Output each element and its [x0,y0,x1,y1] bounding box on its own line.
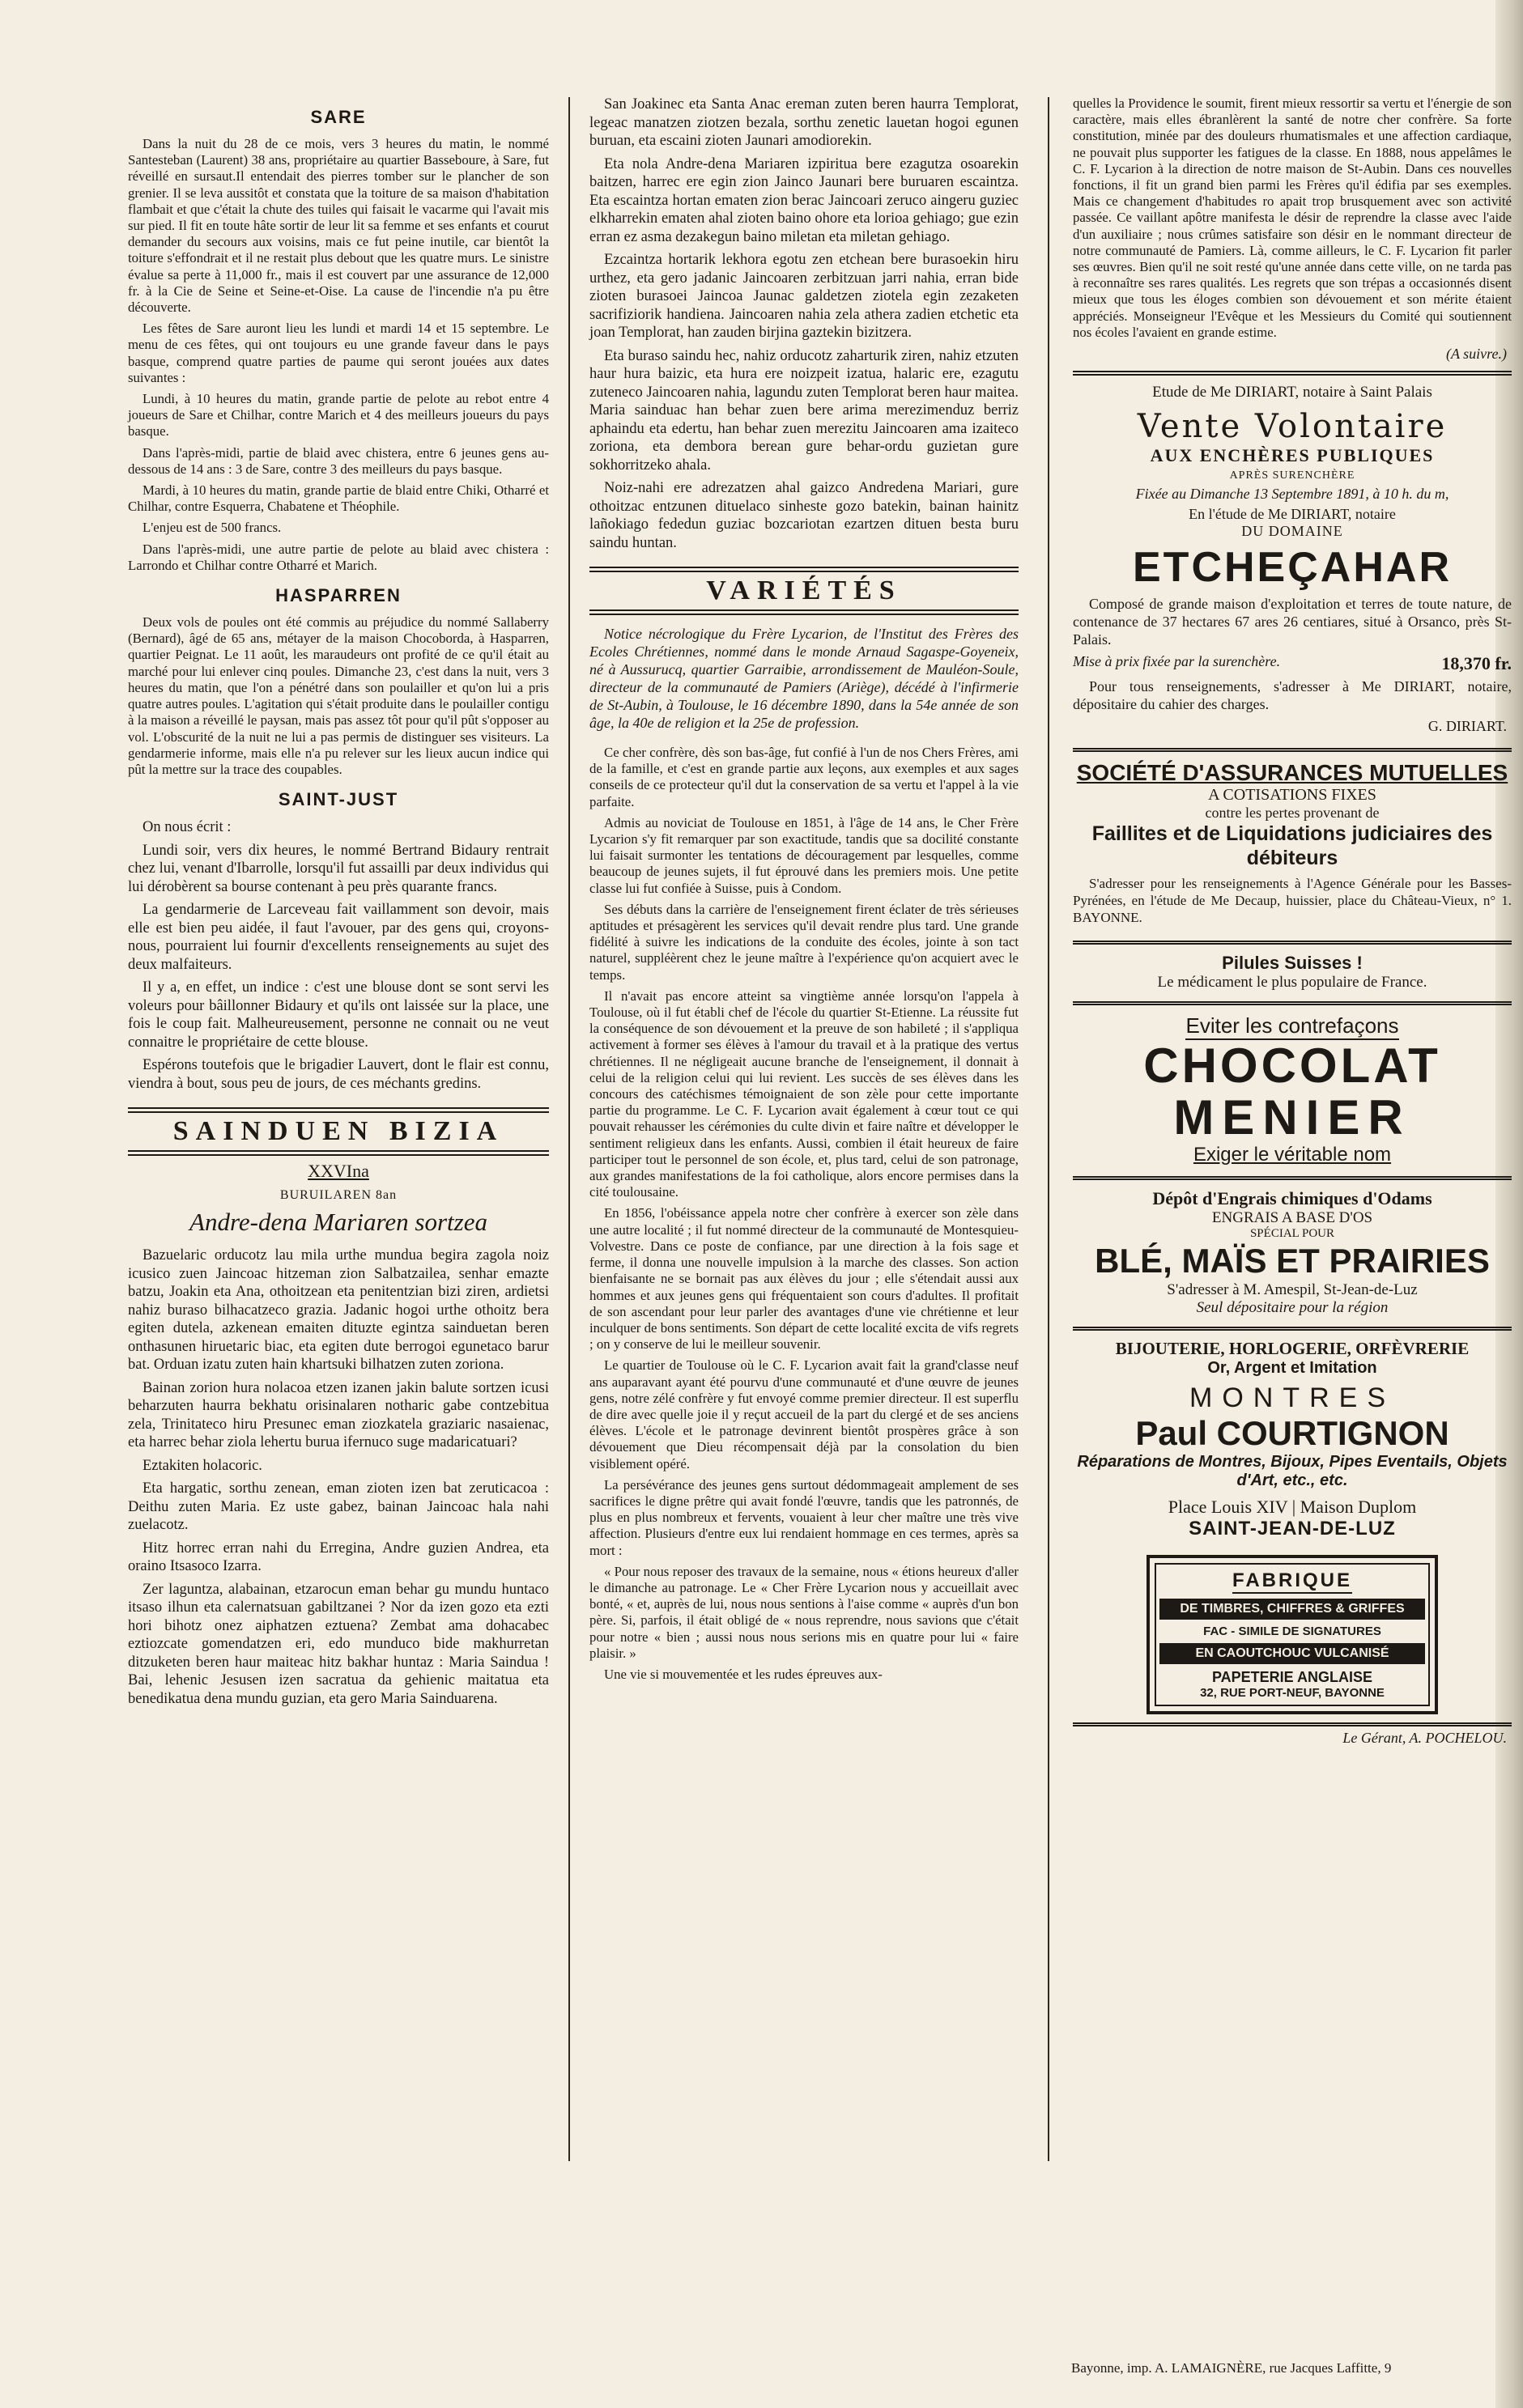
column-1 [128,96,549,1713]
ad-courtignon [1073,1331,1512,1747]
article-paragraph: On nous écrit : [143,819,232,836]
to-be-continued: (A suivre.) [1446,346,1507,363]
ad-title: Vente Volontaire [1137,408,1448,446]
column-rule [568,97,570,2161]
article-paragraph: quelles la Providence le soumit, firent mieux ressortir sa vertu et l'énergie de son caractère, mais elles ébranlèrent la santé de notre cher confrère. Sa forte constitution, minée par des douleurs rhumatismales et une affection cardiaque, ne pouvait plus supporter les fatigues de la classe. En 1888, nous appelâmes le C. F. Lycarion à la direction de notre maison de St-Aubin. Dans ces nouvelles fonctions, il fit un grand bien parmi les Frères qu'il édifia par ses exemples. Mais ce changement d'habitudes ro apait trop brusquement avec son activité passée. Ce vaillant apôtre manifesta le désir de reprendre la classe avec l'aide d'un auxiliaire ; nous crûmes satisfaire son désir en le nommant directeur de notre communauté de Pamiers. Là, comme ailleurs, le C. F. Lycarion fit parler ses œuvres. Bien qu'il ne soit resté qu'une année dans cette ville, on ne tarda pas à reconnaître ses rares qualités. Les regrets que son trépas a occasionnés disent mieux que tous les éloges combien son dévouement et son mérite étaient appréciés. Monseigneur l'Evêque et les Messieurs du Comité qui soutiennent nos écoles l'avaient en grande estime. [1073,96,1512,340]
obituary-notice: Notice nécrologique du Frère Lycarion, de l'Institut des Frères des Ecoles Chrétiennes, nommé dans le monde Arnaud Sagaspe-Goyeneix, né à Aussurucq, quartier Garraibie, arrondissement de Mauléon-Soule, directeur de la communauté de Pamiers (Ariège), décédé à l'infirmerie de St-Aubin, à Toulouse, le 16 décembre 1890, dans la 54e année de son âge, la 40e de religion et la 25e de profession. [589,626,1019,731]
ad-etude: En l'étude de Me DIRIART, notaire [1189,506,1396,523]
article-paragraph: La gendarmerie de Larceveau fait vaillamment son devoir, mais elle est bien peu aidée, il faut l'avouer, par des gens qui, croyons-nous, pourraient lui fournir d'excellents renseignements au sujet des deux malfaiteurs. [128,902,549,973]
ad-note: APRÈS SURENCHÈRE [1229,469,1355,482]
article-paragraph: Les fêtes de Sare auront lieu les lundi et mardi 14 et 15 septembre. Le menu de ces fêtes, qui ont toujours eu une grande faveur dans le pays basque, comprend quatre parties de paume qui seront jouées aux dates suivantes : [128,321,549,385]
ad-subtitle: AUX ENCHÈRES PUBLIQUES [1150,445,1435,466]
ad-headline: BLÉ, MAÏS ET PRAIRIES [1095,1242,1490,1280]
ad-info: S'adresser à M. Amespil, St-Jean-de-Luz [1167,1281,1418,1299]
article-paragraph: Dans l'après-midi, une autre partie de pelote au blaid avec chistera : Larrondo et Chilhar contre Otharré et Marich. [128,541,549,573]
ad-title: Dépôt d'Engrais chimiques d'Odams [1152,1188,1432,1209]
ad-city: SAINT-JEAN-DE-LUZ [1189,1518,1396,1540]
chapter-date: BURUILAREN 8an [279,1188,398,1203]
ad-name: Paul COURTIGNON [1135,1414,1449,1453]
stamp-line: DE TIMBRES, CHIFFRES & GRIFFES [1159,1599,1425,1620]
article-paragraph: Ses débuts dans la carrière de l'enseignement firent éclater de très sérieuses aptitudes et présagèrent les services qu'il devait rendre plus tard. Une grande fidélité à suivre les indications de la conduite des écoles, jointe à son tact naturel, suppléèrent chez le jeune maître à l'expérience qu'on acquiert avec le temps. [589,901,1019,983]
story-title: Andre-dena Mariaren sortzea [189,1208,487,1237]
ad-brand: MENIER [1173,1090,1411,1145]
ad-subtitle: A COTISATIONS FIXES [1208,786,1376,805]
article-paragraph: Il n'avait pas encore atteint sa vingtième année lorsqu'on l'appela à Toulouse, où il fut établi chef de l'école du quartier St-Etienne. La réussite fut la conséquence de son dévouement et la preuve de son habileté ; il s'appliqua activement à former ses élèves à l'amour du travail et à la pratique des vertus chrétiennes. Il ne négligeait aucune branche de l'enseignement, il donnait à celui de la religion celui qui lui revient. Les succès de ses élèves dans les concours des catéchismes témoignaient de son zèle pour cette importante partie du programme. Le C. F. Lycarion avait également à cœur tout ce qui pouvait rehausser les cérémonies du culte divin et faire naître et développer le sentiment religieux dans les enfants. Aussi, combien il était heureux de faire participer tout le personnel de son école, et, plus tard, celui de son patronage, aux grandes manifestations de la foi catholique, alors encore permises dans la cité toulousaine. [589,987,1019,1200]
ad-special: SPÉCIAL POUR [1249,1227,1335,1241]
stamp-title: FABRIQUE [1232,1569,1352,1594]
article-paragraph: Eztakiten holacoric. [143,1457,262,1474]
section-heading-hasparren: HASPARREN [275,585,402,606]
stamp-line: 32, RUE PORT-NEUF, BAYONNE [1200,1686,1385,1701]
ad-assurances [1073,752,1512,945]
ad-vente-volontaire [1073,376,1512,752]
article-paragraph: Dans l'après-midi, partie de blaid avec chistera, entre 6 jeunes gens au-dessous de 14 ans : 3 de Sare, contre 3 des meilleurs du pays basque. [128,444,549,477]
article-paragraph: Une vie si mouvementée et les rudes épreuves aux- [604,1666,883,1682]
section-banner-varietes: VARIÉTÉS [589,567,1019,615]
ad-info: Pour tous renseignements, s'adresser à Me DIRIART, notaire, dépositaire du cahier des charges. [1073,678,1512,713]
column-3 [1073,96,1512,1750]
article-paragraph: Lundi soir, vers dix heures, le nommé Bertrand Bidaury rentrait chez lui, venant d'Ibarrolle, lorsqu'il fut assailli par deux individus qui lui dérobèrent sa bourse contenant à peu près quarante francs. [128,842,549,895]
article-paragraph: Eta nola Andre-dena Mariaren izpiritua bere ezagutza osoarekin baitzen, harrec ere egin zion Jainco Jaunari bere buruaren escaintza. Eta escaintza hortan ematen zion berac Jaincoari zeruco aingeru guziec elkharrekin ematen ahal zioten baino ohore eta lorioa gehiago; gue ezin erran ez asma dezakegun baino miletan eta miletan gehiago. [589,155,1019,245]
article-paragraph: Eta hargatic, sorthu zenean, eman zioten izen bat zeruticacoa : Deithu zuten Maria. Ez uste gabez, bainan Jaincoac hala nahi zuelacotz. [128,1480,549,1534]
article-paragraph: Hitz horrec erran nahi du Erregina, Andre guzien Andrea, eta oraino Itsasoco Izarra. [128,1540,549,1575]
printer-line: Bayonne, imp. A. LAMAIGNÈRE, rue Jacques Laffitte, 9 [1071,2360,1392,2376]
ad-description: Composé de grande maison d'exploitation et terres de toute nature, de contenance de 37 hectares 67 ares 26 centiares, situé à Orsanco, près St-Palais. [1073,596,1512,648]
ad-bottom: Exiger le véritable nom [1193,1144,1392,1166]
ad-subtitle: Le médicament le plus populaire de France. [1157,974,1427,992]
ad-domain-name: ETCHEÇAHAR [1133,544,1452,592]
article-paragraph: Il y a, en effet, un indice : c'est une blouse dont se sont servi les voleurs pour bâillonner Bidaury et qu'ils ont laissée sur la place, une fois le coup fait. Malheureusement, personne ne connait ou ne veut connaitre le propriétaire de cette blouse. [128,979,549,1051]
ad-price: 18,370 fr. [1441,653,1512,674]
column-2 [589,96,1019,1688]
ad-headline: Faillites et de Liquidations judiciaires des débiteurs [1091,822,1493,870]
article-paragraph: Eta buraso saindu hec, nahiz orducotz zaharturik ziren, nahiz etzuten haur hura baizic, eta hura ere noizpeit izatua, halaric ere, ezagutu zuteneco Jaincoaren nahia, lagundu zuten Templorat beren haur maitea. Maria sainduac han behar zuen bere arima merezimenduz berriz aphaindu eta edertu, han behar zuen merezitu Jaincoaren ama izaiteco zoriona, eta dembora berean gure behar-ordu guzietan gure sokhorritzeko ahala. [589,347,1019,474]
article-paragraph: Le quartier de Toulouse où le C. F. Lycarion avait fait la grand'classe neuf ans auparavant ayant été pourvu d'une communauté et d'une œuvre de jeunes gens, notre zélé confrère y fut envoyé comme premier directeur. Il est superflu de dire avec quelle joie il y reçut accueil de la part du clergé et de ses anciens élèves. L'école et le patronage devinrent bientôt prospères grâce à son dévouement que Dieu récompensait déjà par la consolation du bien visiblement opéré. [589,1357,1019,1472]
chapter-number: XXVIna [308,1161,369,1182]
ad-top: Eviter les contrefaçons [1185,1013,1398,1040]
ad-info: S'adresser pour les renseignements à l'Agence Générale pour les Basses-Pyrénées, en l'étude de Me Decaup, huissier, place du Château-Vieux, n° 1. BAYONNE. [1073,876,1512,926]
article-paragraph: Ezcaintza hortarik lekhora egotu zen etchean bere burasoekin hiru urthez, eta gero jadanic Jaincoaren zerbitzuan jarri nahia, erran bide zioten burasoei Jaincoa Jaunac galdetzen ziotela egin zezaketen sacrifiziorik handiena. Jaincoaren nahia zela athera zadien etchetic eta joan Templorat, han zauden birjina gaztekin bizitzera. [589,252,1019,341]
ad-subtitle: ENGRAIS A BASE D'OS [1211,1209,1373,1227]
article-paragraph: Bazuelaric orducotz lau mila urthe mundua begira zagola noiz icusico zuen Jaincoac hitzeman zion Salbatzailea, senhar emazte batzu, Joakin eta Ana, othoitzean eta penitentzian bizi ziren, ardietsi nahiz buraso bilhacatzeco grazia. Jadanic hogoi urthe othoitz bera egiten dutela, azkenean emaiten dituzte egintza sainduetan beren onthasunen hiruetaric biac, eta egiten dute berrogoi egunetaco barur bat. Orduan izatu zuten hain khartsuki bilhatzen zuten zoriona. [128,1247,549,1374]
ad-title: BIJOUTERIE, HORLOGERIE, ORFÈVRERIE [1115,1339,1470,1359]
article-paragraph: La persévérance des jeunes gens surtout dédommageait amplement de ses sacrifices le digne prêtre qui avait fondé l'œuvre, tandis que les patronnés, de plus en plus nombreux et fervents, vouaient à leur cher maître une très vive affection. Plusieurs d'entre eux lui rendaient hommage en ces termes, après sa mort : [589,1476,1019,1558]
article-paragraph: Lundi, à 10 heures du matin, grande partie de pelote au rebot entre 4 joueurs de Sare et Chilhar, contre Marich et 4 des meilleurs joueurs du pays basque. [128,391,549,440]
ad-title: SOCIÉTÉ D'ASSURANCES MUTUELLES [1076,760,1508,786]
ad-brand: CHOCOLAT [1143,1038,1441,1094]
ad-title: Pilules Suisses ! [1222,953,1363,974]
ad-study: Etude de Me DIRIART, notaire à Saint Palais [1152,384,1432,401]
stamp-ad [1147,1555,1438,1714]
gerant-signature: Le Gérant, A. POCHELOU. [1342,1730,1507,1747]
ad-sole: Seul dépositaire pour la région [1196,1299,1389,1317]
article-paragraph: Admis au noviciat de Toulouse en 1851, à l'âge de 14 ans, le Cher Frère Lycarion s'y fit remarquer par son exactitude, tandis que sa docilité constante lui faisait surmonter les tentations de découragement par lesquelles, comme beaucoup de jeunes sujets, il fut éprouvé dans les premiers mois. Une petite classe lui fut confiée à Suisse, puis à Condom. [589,814,1019,896]
ad-chocolat-menier [1073,1005,1512,1180]
stamp-line: FAC - SIMILE DE SIGNATURES [1203,1624,1381,1639]
ad-signature: G. DIRIART. [1427,718,1507,735]
article-paragraph: Ce cher confrère, dès son bas-âge, fut confié à l'un de nos Chers Frères, ami de la famille, et c'est en grande partie aux leçons, aux exemples et aux sages conseils de ce protecteur qu'il dut la conservation de sa vertu et l'appel à la vie parfaite. [589,745,1019,809]
article-paragraph: En 1856, l'obéissance appela notre cher confrère à exercer son zèle dans une autre localité ; il fut nommé directeur de la communauté de Montesquieu-Volvestre. Dans ce poste de confiance, par une direction à la fois sage et ferme, il donna une nouvelle impulsion à la marche des classes. Son action bienfaisante ne se bornait pas aux élèves du jour ; elle s'étendait aussi aux hommes et aux jeunes gens qui fréquentaient son cours d'adultes. Il profitait de son ascendant pour leur parler des avantages d'une vie chrétienne et leur inculquer de bons sentiments. Son départ de cette localité excita de vifs regrets ; on y conserve de lui le meilleur souvenir. [589,1205,1019,1353]
article-paragraph: L'enjeu est de 500 francs. [143,520,282,536]
section-banner-sainduen-bizia: SAINDUEN BIZIA [128,1107,549,1156]
article-paragraph: San Joakinec eta Santa Anac ereman zuten beren haurra Templorat, legeac manatzen ziotzen bezala, sorthu zenetic lauetan hogoi egunen buruan, eta escaini zioten Jaunari amodiorekin. [589,96,1019,149]
article-paragraph: Espérons toutefois que le brigadier Lauvert, dont le flair est connu, viendra à bout, sous peu de jours, de ces méchants gredins. [128,1057,549,1092]
article-paragraph: Zer laguntza, alabainan, etzarocun eman behar gu mundu huntaco itsaso ilhun eta calernatsuan gabiltzanei ? Nor da izen gozo eta ezti hori bihotz onez aiphatzen eztuena? Zembat ama dohacabec eztiozcate gomendatzen eri, edo munduco bide makhurretan ditzuketen beren haur maiteac hitz bakhar huntaz : Maria Saindua ! Bai, lehenic Jesusen izen sacratua da gehienic maitatua eta benedikatua dena mundu guzian, eta gero Maria Sainduarena. [128,1581,549,1707]
ad-price-label: Mise à prix fixée par la surenchère. [1073,653,1281,670]
article-paragraph: Deux vols de poules ont été commis au préjudice du nommé Sallaberry (Bernard), âgé de 65 ans, métayer de la maison Chocoborda, à Hasparren, quartier Peignat. Le 11 août, les maraudeurs ont profité de ce qu'il était au marché pour lui enlever cinq poules. Dimanche 23, c'est dans la nuit, vers 3 heures du matin, que l'on a pénétré dans son poulailler et qu'on lui a pris quatre autres poules. L'agitation qui s'était produite dans le poulailler contigu à la maison a réveillé le paysan, mais pas assez tôt pour qu'il pût s'opposer au vol. L'obscurité de la nuit ne lui a pas permis de distinguer ses visiteurs. La gendarmerie informe, mais elle n'a pu relever sur les lieux aucun indice qui pût la mettre sur la trace des coupables. [128,614,549,777]
ad-subtitle: Or, Argent et Imitation [1207,1359,1377,1378]
article-paragraph: Bainan zorion hura nolacoa etzen izanen jakin balute sortzen icusi beharzuten haurra bekhatu orisinalaren notharic gabe contzebitua zela, Trinitateco hiru Presunec eman ziozkatela graziaric nasaienac, eta harrec behar ziola lehertu burua ifernuco suge madaricatuari? [128,1379,549,1451]
article-paragraph: Dans la nuit du 28 de ce mois, vers 3 heures du matin, le nommé Santesteban (Laurent) 38 ans, propriétaire au quartier Basseboure, à Sare, fut réveillé en sursaut.Il entendait des pierres tomber sur le plancher de son grenier. Il se leva aussitôt et constata que la toiture de sa maison d'habitation flambait et que c'était la chute des tuiles qui faisait le vacarme qui l'avait mis sur pied. Il fit en toute hâte sortir de leur lit sa femme et ses enfants et courut demander du secours aux voisins, mais ce fut peine inutile, car bientôt la toiture s'effondrait et il ne restait plus debout que les quatre murs. Le sinistre évalue sa perte à 11,000 fr., mais il est couvert par une assurance de 12,000 fr. à la Cie de Seine et Seine-et-Oise. La cause de l'incendie n'a pu être découverte. [128,136,549,316]
article-paragraph: « Pour nous reposer des travaux de la semaine, nous « étions heureux d'aller le dimanche au patronage. Le « Cher Frère Lycarion nous y accueillait avec bonté, « et, auprès de lui, nous nous sentions à l'aise comme « auprès d'un bon père. Si, parfois, il était obligé de « nous reprendre, nous savions que c'était pour notre « bien ; aussi nous nous serions mis en quatre pour lui « faire plaisir. » [589,1563,1019,1661]
ad-pilules [1073,945,1512,1005]
article-paragraph: Mardi, à 10 heures du matin, grande partie de blaid entre Chiki, Otharré et Chilhar, contre Esquerra, Chabatene et Théophile. [128,482,549,515]
column-rule [1048,97,1049,2161]
section-heading-sare: SARE [310,107,367,127]
ad-engrais [1073,1180,1512,1331]
ad-date: Fixée au Dimanche 13 Septembre 1891, à 10 h. du m, [1135,486,1449,503]
article-paragraph: Noiz-nahi ere adrezatzen ahal gaizco Andredena Mariari, gure othoitzac entzunen dituelaco sinheste gozo batekin, bainan hainitz lañokiago fededun guziac bozcariotan ezartzen dituen besta buru saindu huntan. [589,480,1019,551]
ad-place: Place Louis XIV | Maison Duplom [1168,1497,1417,1518]
ad-montres: MONTRES [1189,1382,1395,1414]
section-heading-saint-just: SAINT-JUST [278,789,399,810]
ad-repairs: Réparations de Montres, Bijoux, Pipes Eventails, Objets d'Art, etc., etc. [1077,1453,1508,1490]
stamp-band: EN CAOUTCHOUC VULCANISÉ [1159,1643,1425,1664]
ad-line: contre les pertes provenant de [1205,805,1380,822]
ad-domain: DU DOMAINE [1241,523,1343,540]
stamp-line: PAPETERIE ANGLAISE [1211,1669,1373,1686]
